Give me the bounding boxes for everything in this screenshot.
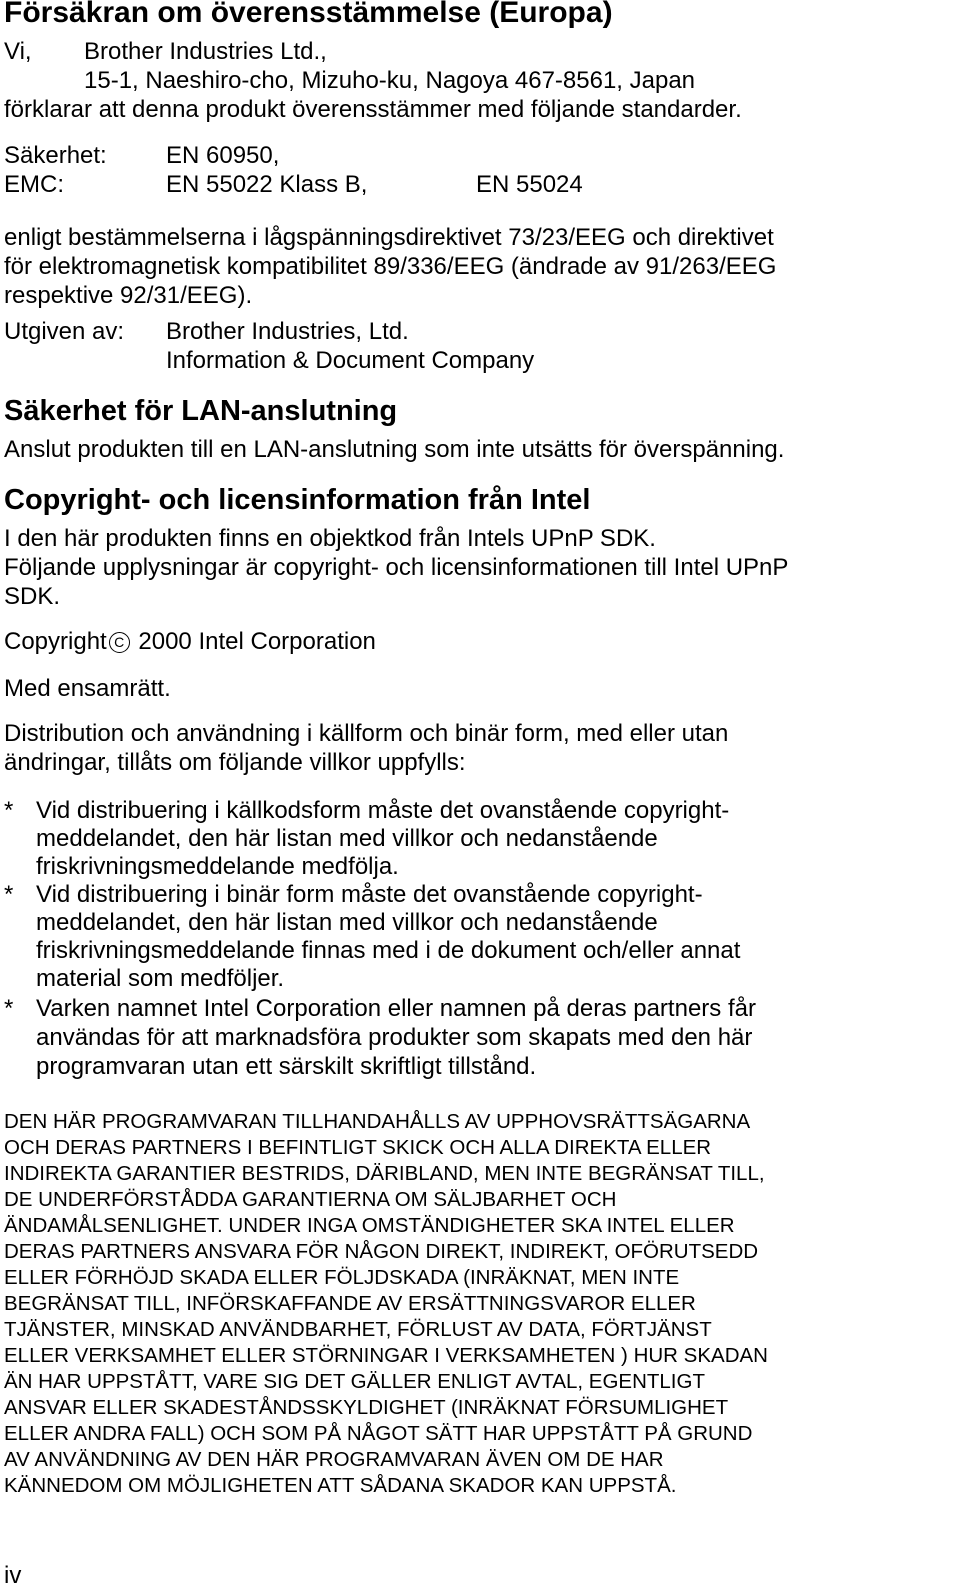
bullet-line: friskrivningsmeddelande finnas med i de dokument och/eller annat [36, 937, 741, 964]
bullet-line: Vid distribuering i källkodsform måste det ovanstående copyright- [36, 797, 730, 824]
copyright-line [4, 628, 376, 656]
directive-line: enligt bestämmelserna i lågspänningsdirektivet 73/23/EEG och direktivet [4, 224, 774, 251]
safety-label: Säkerhet: [4, 142, 107, 169]
disclaimer-line: INDIREKTA GARANTIER BESTRIDS, DÄRIBLAND, MEN INTE BEGRÄNSAT TILL, [4, 1162, 765, 1185]
copyright-symbol-icon: C [109, 632, 130, 653]
disclaimer-line: KÄNNEDOM OM MÖJLIGHETEN ATT SÅDANA SKADOR KAN UPPSTÅ. [4, 1474, 677, 1497]
disclaimer-line: ELLER ANDRA FALL) OCH SOM PÅ NÅGOT SÄTT HAR UPPSTÅTT PÅ GRUND [4, 1422, 753, 1445]
bullet-line: meddelandet, den här listan med villkor och nedanstående [36, 825, 658, 852]
disclaimer-line: ÄN HAR UPPSTÅTT, VARE SIG DET GÄLLER ENLIGT AVTAL, EGENTLIGT [4, 1370, 705, 1393]
company-name: Brother Industries Ltd., [84, 38, 327, 65]
disclaimer-line: ELLER FÖRHÖJD SKADA ELLER FÖLJDSKADA (INRÄKNAT, MEN INTE [4, 1266, 680, 1289]
bullet-marker: * [4, 881, 14, 908]
disclaimer-line: OCH DERAS PARTNERS I BEFINTLIGT SKICK OCH ALLA DIREKTA ELLER [4, 1136, 712, 1159]
disclaimer-line: ELLER VERKSAMHET ELLER STÖRNINGAR I VERKSAMHETEN ) HUR SKADAN [4, 1344, 768, 1367]
bullet-line: Vid distribuering i binär form måste det ovanstående copyright- [36, 881, 703, 908]
page-number: iv [4, 1562, 22, 1589]
conformity-statement: förklarar att denna produkt överensstämmer med följande standarder. [4, 96, 742, 123]
disclaimer-line: DE UNDERFÖRSTÅDDA GARANTIERNA OM SÄLJBARHET OCH [4, 1188, 617, 1211]
emc-label: EMC: [4, 171, 64, 198]
disclaimer-line: BEGRÄNSAT TILL, INFÖRSKAFFANDE AV ERSÄTTNINGSVAROR ELLER [4, 1292, 696, 1315]
issued-company: Brother Industries, Ltd. [166, 318, 409, 345]
bullet-line: material som medföljer. [36, 965, 285, 992]
disclaimer-line: AV ANVÄNDNING AV DEN HÄR PROGRAMVARAN ÄVEN OM DE HAR [4, 1448, 664, 1471]
copyright-suffix: 2000 Intel Corporation [138, 628, 376, 655]
disclaimer-line: DEN HÄR PROGRAMVARAN TILLHANDAHÅLLS AV UPPHOVSRÄTTSÄGARNA [4, 1110, 751, 1133]
lan-text: Anslut produkten till en LAN-anslutning som inte utsätts för överspänning. [4, 436, 785, 463]
directive-line: för elektromagnetisk kompatibilitet 89/336/EEG (ändrade av 91/263/EEG [4, 253, 777, 280]
bullet-line: användas för att marknadsföra produkter som skapats med den här [36, 1024, 753, 1051]
declaration-title: Försäkran om överensstämmelse (Europa) [4, 0, 613, 29]
intel-title: Copyright- och licensinformation från Intel [4, 484, 591, 516]
rights-reserved: Med ensamrätt. [4, 675, 171, 702]
bullet-marker: * [4, 797, 14, 824]
emc-standard-1: EN 55022 Klass B, [166, 171, 368, 198]
bullet-line: friskrivningsmeddelande medfölja. [36, 853, 399, 880]
disclaimer-line: TJÄNSTER, MINSKAD ANVÄNDBARHET, FÖRLUST AV DATA, FÖRTJÄNST [4, 1318, 712, 1341]
disclaimer-line: DERAS PARTNERS ANSVARA FÖR NÅGON DIREKT, INDIREKT, OFÖRUTSEDD [4, 1240, 759, 1263]
copyright-prefix: Copyright [4, 628, 107, 655]
distribution-line: ändringar, tillåts om följande villkor uppfylls: [4, 749, 466, 776]
intel-intro-line: I den här produkten finns en objektkod från Intels UPnP SDK. [4, 525, 656, 552]
emc-standard-2: EN 55024 [476, 171, 583, 198]
bullet-line: programvaran utan ett särskilt skriftligt tillstånd. [36, 1053, 537, 1080]
distribution-line: Distribution och användning i källform och binär form, med eller utan [4, 720, 729, 747]
company-address: 15-1, Naeshiro-cho, Mizuho-ku, Nagoya 467-8561, Japan [84, 67, 696, 94]
disclaimer-line: ANSVAR ELLER SKADESTÅNDSSKYLDIGHET (INRÄKNAT FÖRSUMLIGHET [4, 1396, 729, 1419]
bullet-marker: * [4, 995, 14, 1022]
issued-division: Information & Document Company [166, 347, 535, 374]
directive-line: respektive 92/31/EEG). [4, 282, 253, 309]
disclaimer-line: ÄNDAMÅLSENLIGHET. UNDER INGA OMSTÄNDIGHETER SKA INTEL ELLER [4, 1214, 735, 1237]
bullet-line: meddelandet, den här listan med villkor och nedanstående [36, 909, 658, 936]
safety-standard: EN 60950, [166, 142, 280, 169]
bullet-line: Varken namnet Intel Corporation eller namnen på deras partners får [36, 995, 756, 1022]
intel-intro-line: Följande upplysningar är copyright- och licensinformationen till Intel UPnP [4, 554, 789, 581]
intel-intro-line: SDK. [4, 583, 61, 610]
we-label: Vi, [4, 38, 32, 65]
lan-title: Säkerhet för LAN-anslutning [4, 395, 398, 427]
issued-label: Utgiven av: [4, 318, 125, 345]
